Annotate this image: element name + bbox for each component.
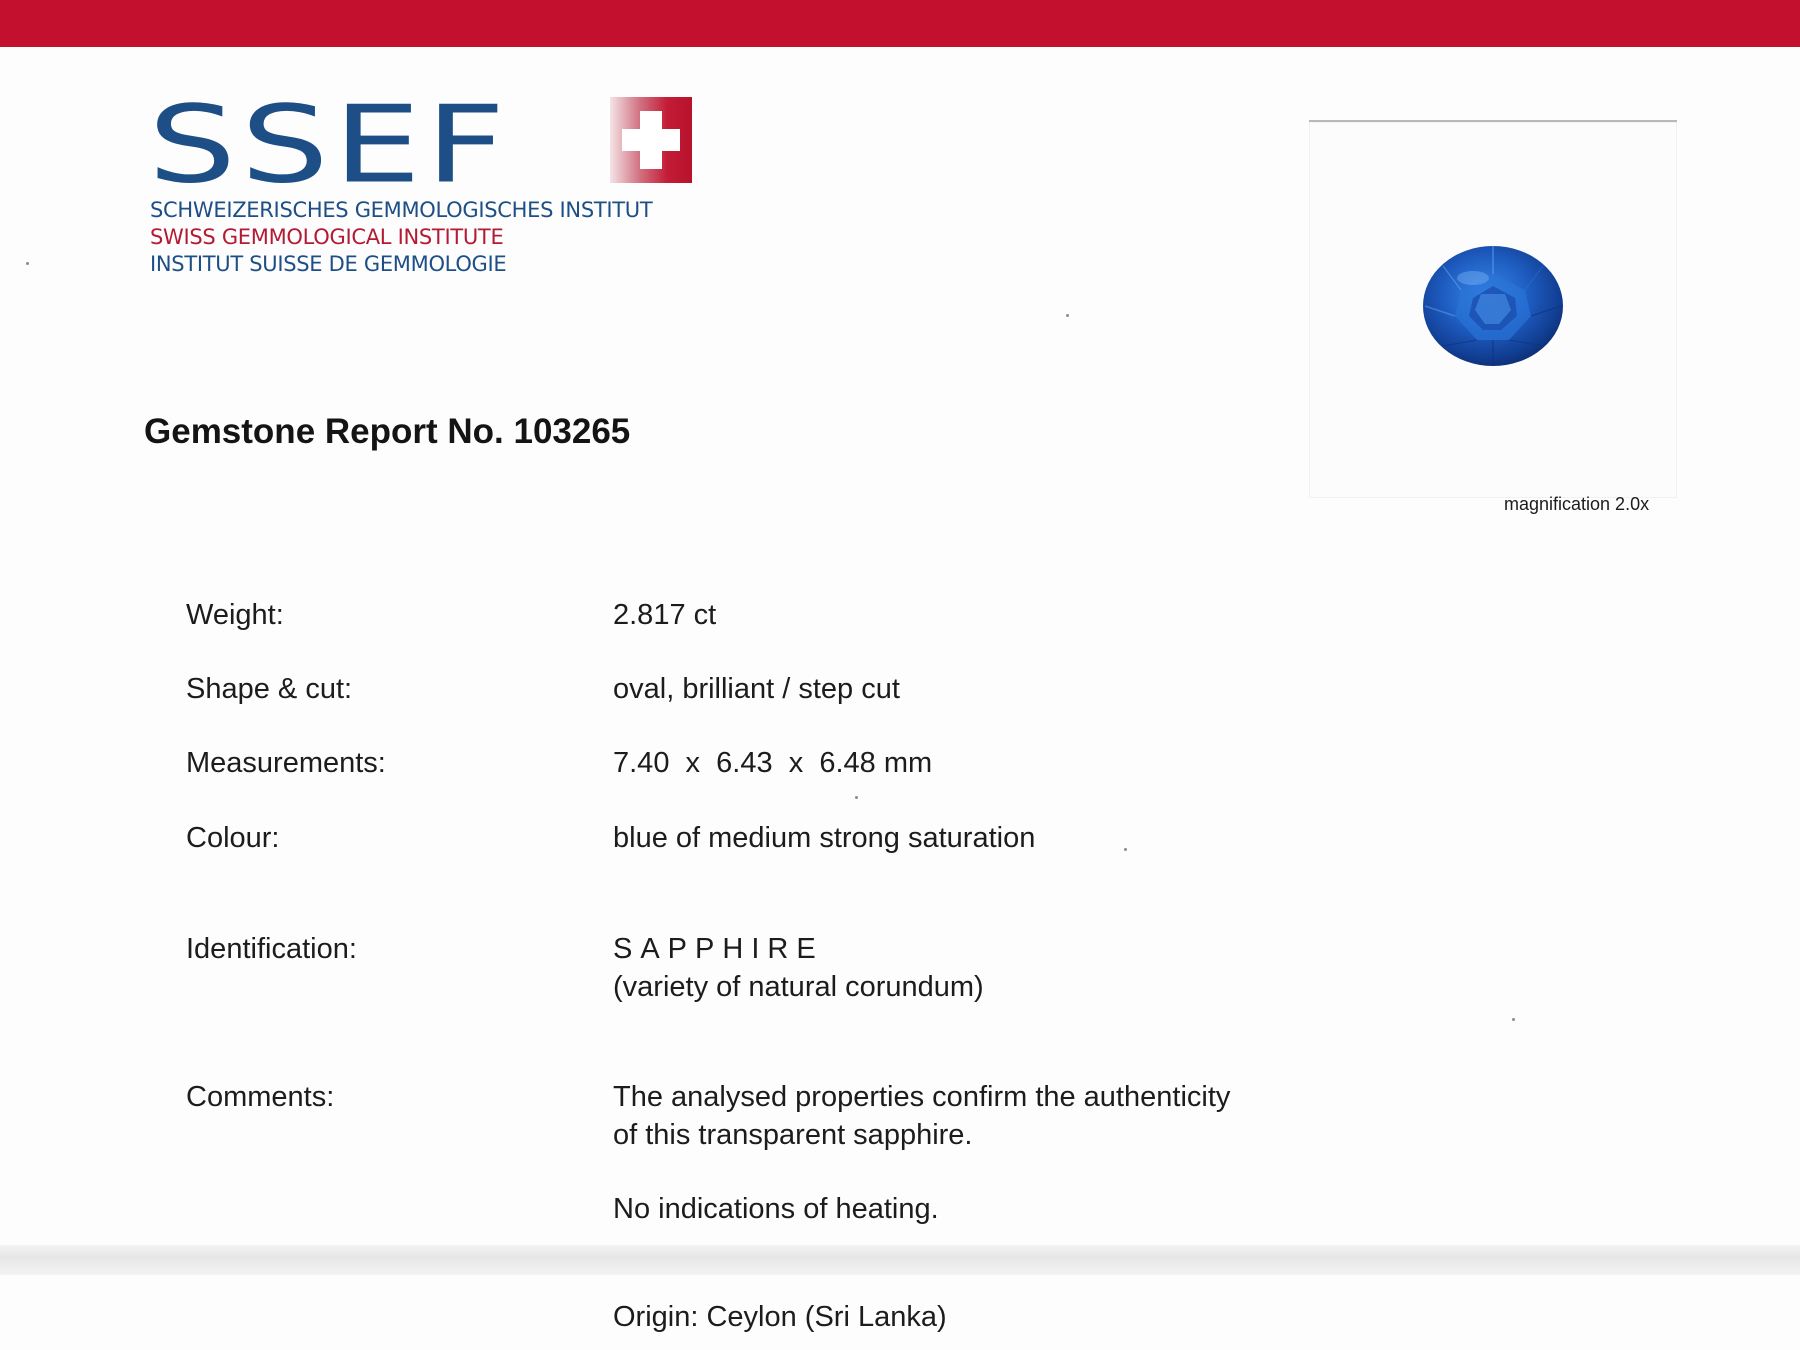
scan-speck (26, 262, 29, 265)
colour-label: Colour: (186, 822, 280, 854)
shape-cut-label: Shape & cut: (186, 673, 353, 705)
logo-wordmark: SSEF (148, 83, 510, 208)
report-title: Gemstone Report No. 103265 (144, 412, 631, 451)
photo-magnification-caption: magnification 2.0x (1504, 494, 1650, 514)
scan-fold-shadow (0, 1245, 1800, 1275)
scan-speck (1512, 1018, 1515, 1021)
identification-note: (variety of natural corundum) (613, 971, 984, 1003)
swiss-cross-icon (610, 97, 692, 183)
logo-line-german: SCHWEIZERISCHES GEMMOLOGISCHES INSTITUT (150, 198, 653, 222)
comments-line-3: No indications of heating. (613, 1193, 939, 1225)
comments-line-1: The analysed properties confirm the authenticity (613, 1081, 1231, 1113)
weight-value: 2.817 ct (613, 599, 717, 631)
sapphire-gem-image (1421, 244, 1565, 368)
measurements-value: 7.40 x 6.43 x 6.48 mm (613, 747, 933, 779)
scan-speck (1124, 848, 1127, 851)
scan-speck (1066, 314, 1069, 317)
shape-cut-value: oval, brilliant / step cut (613, 673, 900, 705)
logo-line-english: SWISS GEMMOLOGICAL INSTITUTE (150, 225, 504, 249)
origin-line: Origin: Ceylon (Sri Lanka) (613, 1301, 947, 1333)
identification-value: SAPPHIRE (613, 933, 824, 965)
gem-photo-frame (1309, 120, 1677, 498)
colour-value: blue of medium strong saturation (613, 822, 1036, 854)
logo-line-french: INSTITUT SUISSE DE GEMMOLOGIE (150, 252, 507, 276)
comments-label: Comments: (186, 1081, 335, 1113)
scan-speck (855, 796, 858, 799)
comments-line-2: of this transparent sapphire. (613, 1119, 973, 1151)
ssef-logo (148, 83, 708, 282)
identification-label: Identification: (186, 933, 357, 965)
top-red-bar (0, 0, 1800, 47)
weight-label: Weight: (186, 599, 284, 631)
measurements-label: Measurements: (186, 747, 386, 779)
